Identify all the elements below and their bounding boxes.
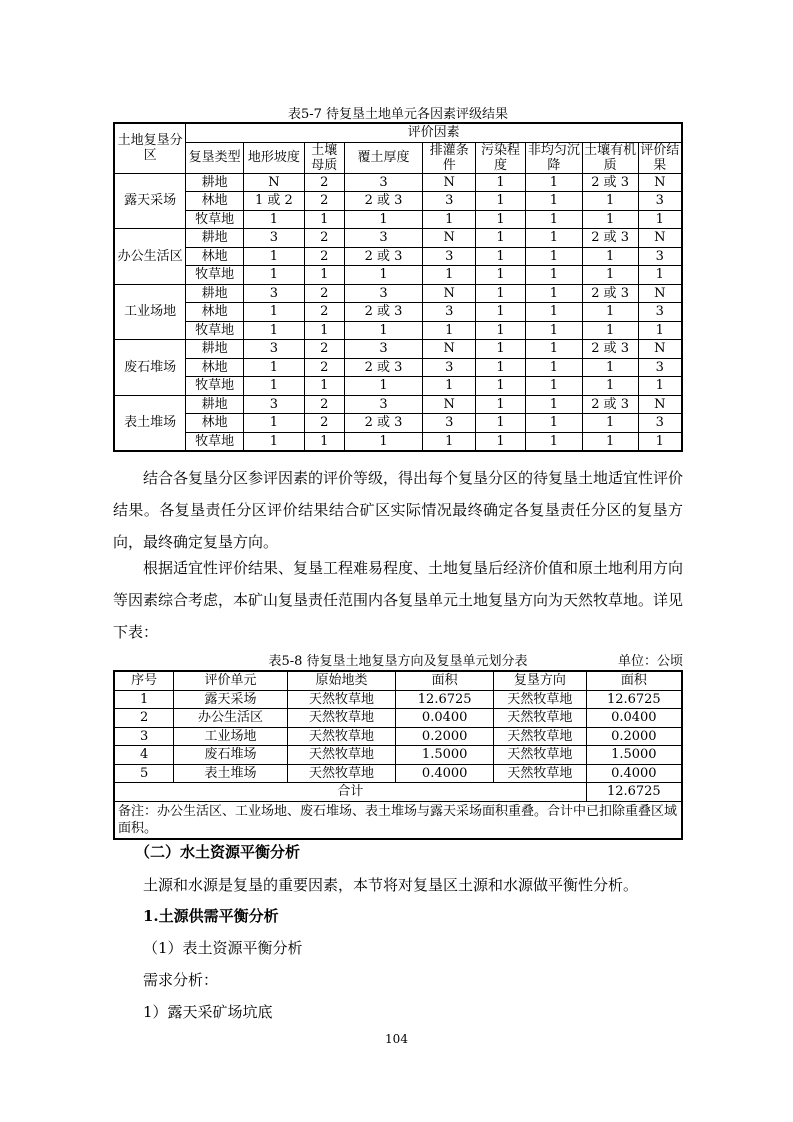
table-cell: 12.6725 [396, 690, 494, 709]
table-cell: 1 [638, 321, 682, 340]
section-heading-2: （二）水土资源平衡分析 [135, 843, 301, 861]
table-cell: 1 [525, 340, 582, 359]
column-header: 序号 [114, 671, 174, 690]
list-item-1: （1）表土资源平衡分析 [143, 939, 303, 957]
table-cell: 3 [423, 303, 476, 322]
reclamation-direction-table [113, 670, 683, 840]
table-cell: 1 [244, 321, 305, 340]
paragraph-2: 根据适宜性评价结果、复垦工程难易程度、土地复垦后经济价值和原土地利用方向等因素综合考虑，本矿山复垦责任范围内各复垦单元土地复垦方向为天然牧草地。详见下表： [113, 559, 684, 641]
table-cell: 1 [304, 432, 344, 451]
table-cell: 1 [304, 266, 344, 285]
table-row [114, 690, 682, 709]
table-row [114, 303, 682, 322]
table-cell: 3 [638, 414, 682, 433]
table-row [114, 746, 682, 765]
table-cell: 牧草地 [186, 321, 244, 340]
column-header: 排灌条件 [423, 142, 476, 173]
table-cell: 1 [476, 340, 526, 359]
table-cell: 2 [114, 709, 174, 728]
table-cell: 3 [638, 247, 682, 266]
table-cell: N [638, 395, 682, 414]
table-cell: 1 [423, 432, 476, 451]
table-cell: 1 [476, 210, 526, 229]
column-header: 非均匀沉降 [525, 142, 582, 173]
table-cell: 1 [525, 414, 582, 433]
table-cell: 1.5000 [396, 746, 494, 765]
table-cell: 2 或 3 [344, 414, 423, 433]
table-cell: 2 或 3 [344, 192, 423, 211]
zone-cell: 办公生活区 [114, 229, 186, 285]
table-cell: 1 [582, 266, 638, 285]
table-row [114, 321, 682, 340]
table-cell: 耕地 [186, 173, 244, 192]
table-cell: N [423, 229, 476, 248]
table-cell: 1 [476, 173, 526, 192]
table-row [114, 395, 682, 414]
table-cell: 3 [244, 340, 305, 359]
column-header: 面积 [396, 671, 494, 690]
table-cell: 3 [344, 340, 423, 359]
page-number: 104 [385, 1032, 408, 1046]
table-cell: 3 [114, 727, 174, 746]
table-cell: 1 [476, 266, 526, 285]
table-row [114, 192, 682, 211]
table-cell: 3 [344, 173, 423, 192]
table-cell: 1 [476, 321, 526, 340]
table-cell: 1 [525, 303, 582, 322]
table-cell: 2 或 3 [344, 303, 423, 322]
table-cell: 1 [582, 414, 638, 433]
table-cell: 1 [476, 377, 526, 396]
column-header: 土壤母质 [304, 142, 344, 173]
table-cell: 1 [582, 303, 638, 322]
table-cell: 1 [423, 210, 476, 229]
table-cell: 1 [582, 432, 638, 451]
table-cell: 1 [476, 284, 526, 303]
table-cell: 1 [244, 358, 305, 377]
table-cell: 天然牧草地 [287, 764, 396, 783]
table-cell: 1 [525, 358, 582, 377]
table-cell: 1 [582, 358, 638, 377]
table-cell: 2 或 3 [582, 284, 638, 303]
table-cell: 2 [304, 284, 344, 303]
table-cell: 天然牧草地 [287, 727, 396, 746]
table-cell: 3 [244, 284, 305, 303]
column-header: 污染程度 [476, 142, 526, 173]
table-cell: 2 或 3 [582, 229, 638, 248]
table-cell: 1 [244, 266, 305, 285]
table-cell: 5 [114, 764, 174, 783]
column-header: 评价结果 [638, 142, 682, 173]
table-cell: 1 [244, 210, 305, 229]
table-cell: 2 或 3 [344, 358, 423, 377]
paragraph-3: 土源和水源是复垦的重要因素，本节将对复垦区土源和水源做平衡性分析。 [143, 876, 639, 894]
paragraph-1: 结合各复垦分区参评因素的评价等级，得出每个复垦分区的待复垦土地适宜性评价结果。各复垦责任分区评价结果结合矿区实际情况最终确定各复垦责任分区的复垦方向，最终确定复垦方向。 [113, 469, 684, 551]
table-cell: 3 [344, 229, 423, 248]
table-cell: 1 [476, 247, 526, 266]
table-cell: 3 [244, 395, 305, 414]
table-cell: 0.0400 [396, 709, 494, 728]
list-item-3: 1）露天采矿场坑底 [143, 1003, 273, 1021]
table-cell: 1 [476, 358, 526, 377]
table-cell: 12.6725 [586, 690, 682, 709]
table-row [114, 284, 682, 303]
table-cell: 3 [638, 358, 682, 377]
table-cell: 3 [638, 303, 682, 322]
table-cell: 1 [244, 303, 305, 322]
table-cell: 1 [476, 395, 526, 414]
table-cell: 2 或 3 [582, 395, 638, 414]
table-cell: 0.2000 [396, 727, 494, 746]
table-cell: 1 [582, 321, 638, 340]
table-cell: 天然牧草地 [287, 690, 396, 709]
table-cell: 1 [423, 321, 476, 340]
table-cell: 工业场地 [174, 727, 288, 746]
table-cell: 1 [423, 266, 476, 285]
table-row [114, 709, 682, 728]
table-cell: 1.5000 [586, 746, 682, 765]
table-row [114, 266, 682, 285]
total-row [114, 783, 682, 802]
table-cell: 0.4000 [586, 764, 682, 783]
table-cell: 牧草地 [186, 266, 244, 285]
table-row [114, 210, 682, 229]
table-cell: 3 [344, 395, 423, 414]
table-cell: 1 [525, 432, 582, 451]
table-cell: 天然牧草地 [494, 764, 587, 783]
table-cell: 1 [344, 321, 423, 340]
header-factors: 评价因素 [186, 123, 682, 142]
table-cell: 1 [344, 377, 423, 396]
table-cell: 1 [476, 432, 526, 451]
table-cell: 2 或 3 [582, 340, 638, 359]
table-cell: 林地 [186, 358, 244, 377]
table-cell: 2 或 3 [344, 247, 423, 266]
table-cell: 天然牧草地 [494, 709, 587, 728]
table-cell: 2 [304, 192, 344, 211]
table-cell: 1 [476, 414, 526, 433]
table-cell: 1 [244, 377, 305, 396]
table-cell: 3 [244, 229, 305, 248]
table-cell: 1 [525, 321, 582, 340]
table-cell: 2 [304, 340, 344, 359]
zone-cell: 露天采场 [114, 173, 186, 229]
table-cell: 2 [304, 414, 344, 433]
zone-cell: 工业场地 [114, 284, 186, 340]
list-item-2: 需求分析： [143, 971, 219, 989]
table-row [114, 414, 682, 433]
table-cell: 林地 [186, 414, 244, 433]
column-header: 覆土厚度 [344, 142, 423, 173]
table-cell: 2 [304, 358, 344, 377]
table2-unit: 单位：公顷 [617, 654, 683, 669]
table-cell: 1 [582, 192, 638, 211]
table-cell: 牧草地 [186, 432, 244, 451]
table-cell: 1 [638, 266, 682, 285]
table-cell: 1 或 2 [244, 192, 305, 211]
column-header: 复垦方向 [494, 671, 587, 690]
table-cell: 1 [525, 229, 582, 248]
table2-caption: 表5-8 待复垦土地复垦方向及复垦单元划分表 [268, 654, 528, 669]
table-cell: 1 [476, 192, 526, 211]
table-cell: 天然牧草地 [287, 709, 396, 728]
table-cell: 1 [525, 192, 582, 211]
table-cell: 天然牧草地 [494, 746, 587, 765]
table-cell: 林地 [186, 303, 244, 322]
table-cell: N [423, 284, 476, 303]
table-row [114, 358, 682, 377]
table-cell: N [423, 340, 476, 359]
table-row [114, 432, 682, 451]
table-cell: 1 [344, 210, 423, 229]
table-cell: 1 [525, 247, 582, 266]
table-cell: 天然牧草地 [494, 727, 587, 746]
table-cell: 耕地 [186, 340, 244, 359]
table-cell: 0.0400 [586, 709, 682, 728]
table-cell: 1 [525, 377, 582, 396]
table-cell: 1 [244, 414, 305, 433]
column-header: 复垦类型 [186, 142, 244, 173]
total-value: 12.6725 [586, 783, 682, 802]
table-cell: 1 [525, 284, 582, 303]
table-cell: 表土堆场 [174, 764, 288, 783]
table-cell: 牧草地 [186, 377, 244, 396]
table-cell: 1 [344, 432, 423, 451]
table-cell: 耕地 [186, 229, 244, 248]
table-cell: 2 [304, 303, 344, 322]
total-label: 合计 [114, 783, 586, 802]
table-cell: 1 [476, 229, 526, 248]
table-cell: 办公生活区 [174, 709, 288, 728]
table-row [114, 377, 682, 396]
table-cell: 1 [582, 377, 638, 396]
zone-cell: 废石堆场 [114, 340, 186, 396]
table-cell: N [638, 340, 682, 359]
table-cell: 耕地 [186, 284, 244, 303]
table-cell: 3 [423, 192, 476, 211]
column-header: 地形坡度 [244, 142, 305, 173]
table-cell: 林地 [186, 192, 244, 211]
table-cell: 3 [423, 247, 476, 266]
table-cell: N [638, 229, 682, 248]
table-cell: N [638, 173, 682, 192]
table-cell: 3 [344, 284, 423, 303]
table-cell: 天然牧草地 [494, 690, 587, 709]
factor-rating-table [113, 122, 683, 452]
table-cell: 1 [582, 247, 638, 266]
table-cell: 1 [525, 210, 582, 229]
table-cell: 2 [304, 173, 344, 192]
subsection-heading: 1.土源供需平衡分析 [143, 907, 279, 925]
table-row [114, 764, 682, 783]
table-cell: N [244, 173, 305, 192]
table-cell: 1 [304, 210, 344, 229]
table-cell: 耕地 [186, 395, 244, 414]
table-cell: 废石堆场 [174, 746, 288, 765]
table-cell: 0.2000 [586, 727, 682, 746]
table-cell: N [423, 395, 476, 414]
table-row [114, 247, 682, 266]
table-row [114, 173, 682, 192]
table-note: 备注：办公生活区、工业场地、废石堆场、表土堆场与露天采场面积重叠。合计中已扣除重叠区域面积。 [114, 801, 682, 839]
table-cell: 1 [638, 377, 682, 396]
table-cell: 1 [525, 395, 582, 414]
header-zone: 土地复垦分区 [114, 123, 186, 173]
table-cell: 1 [525, 266, 582, 285]
table-cell: 3 [638, 192, 682, 211]
table-cell: 1 [525, 173, 582, 192]
table-cell: N [638, 284, 682, 303]
table-cell: 1 [638, 432, 682, 451]
table-row [114, 340, 682, 359]
table-cell: 1 [244, 432, 305, 451]
table-cell: 4 [114, 746, 174, 765]
table-cell: 林地 [186, 247, 244, 266]
table-cell: 1 [304, 377, 344, 396]
column-header: 原始地类 [287, 671, 396, 690]
table-cell: 3 [423, 414, 476, 433]
table-cell: 1 [423, 377, 476, 396]
table-cell: 1 [244, 247, 305, 266]
table-cell: 2 [304, 229, 344, 248]
zone-cell: 表土堆场 [114, 395, 186, 451]
table-row [114, 229, 682, 248]
table-cell: 露天采场 [174, 690, 288, 709]
table-cell: 2 [304, 395, 344, 414]
column-header: 土壤有机质 [584, 142, 637, 173]
column-header: 评价单元 [174, 671, 288, 690]
column-header: 面积 [586, 671, 682, 690]
table-cell: 1 [476, 303, 526, 322]
table-cell: 天然牧草地 [287, 746, 396, 765]
table-cell: 牧草地 [186, 210, 244, 229]
table-cell: 1 [344, 266, 423, 285]
table-cell: 2 [304, 247, 344, 266]
table-cell: N [423, 173, 476, 192]
table-cell: 1 [304, 321, 344, 340]
table-cell: 0.4000 [396, 764, 494, 783]
table-cell: 1 [638, 210, 682, 229]
table-cell: 1 [114, 690, 174, 709]
table-cell: 3 [423, 358, 476, 377]
table-cell: 2 或 3 [582, 173, 638, 192]
table1-caption: 表5-7 待复垦土地单元各因素评级结果 [287, 107, 509, 122]
table-cell: 1 [582, 210, 638, 229]
table-row [114, 727, 682, 746]
